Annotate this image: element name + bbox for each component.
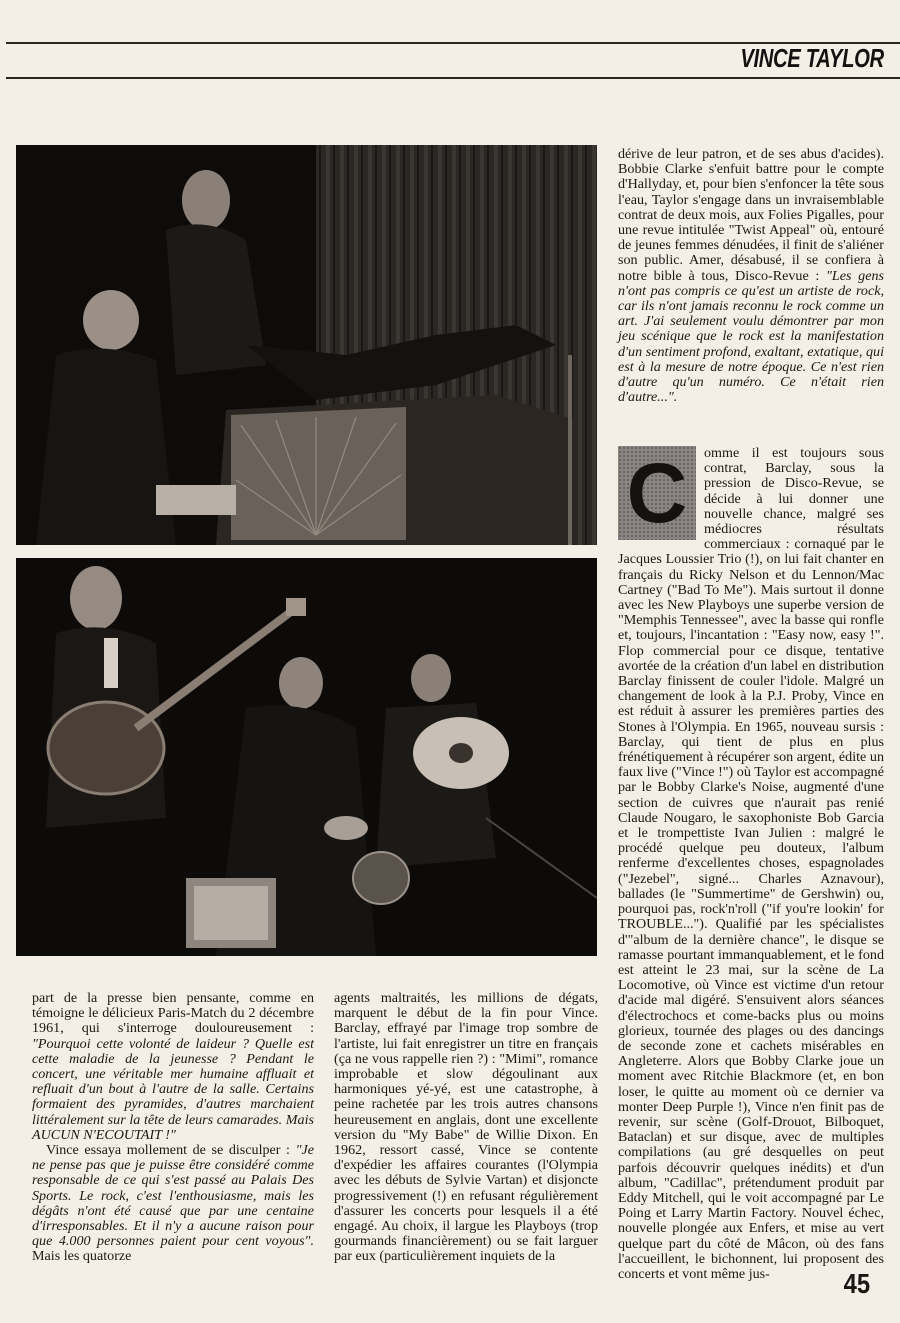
photo-band-illustration <box>16 558 597 956</box>
page-number: 45 <box>843 1268 870 1299</box>
vince-defense-intro: Vince essaya mollement de se disculper : <box>46 1142 296 1159</box>
disco-revue-quote: "Les gens n'ont pas compris ce qu'est un artiste de rock, car ils n'ont jamais reconnu le rock comme un art. J'ai seulement voulu démontrer par mon jeu scénique que le rock est la manifestation d'un sentiment profond, exaltant, extatique, qui est à la mesure de notre époque. Ce n'est rien d'autre qu'un numéro. Ce n'était rien d'autre...". <box>618 267 884 406</box>
paris-match-intro: part de la presse bien pensante, comme en témoigne le délicieux Paris-Match du 2 décembre 1961, qui s'interroge douloureusement : <box>32 990 314 1037</box>
photo-band-on-stage <box>16 558 597 956</box>
header-rule-bottom <box>6 77 900 79</box>
vince-defense-tail: Mais les quatorze <box>32 1248 132 1265</box>
bottom-middle-paragraph: agents maltraités, les millions de dégats, marquent le début de la fin pour Vince. Barclay, effrayé par l'image trop sombre de l'artiste, lui fait enregistrer un titre en français (ça ne vous rappelle rien ?) : "Mimi", romance improbable et slow dégoulinant aux harmoniques yé-yé, est une catastrophe, à peine rachetée par les trois autres chansons heureusement en anglais, dont une excellente version du "My Babe" de Willie Dixon. En 1962, ressort cassé, Vince se contente d'expédier les affaires courantes (l'Olympia avec les débuts de Sylvie Vartan) et disjoncte progressivement (!) en refusant régulièrement d'assurer les concerts pour lesquels il a été engagé. Au choix, il largue les Playboys (trop gourmands financièrement) ou se fait larguer par eux (particulièrement inquiets de la <box>334 990 598 1265</box>
column-right-bottom <box>618 446 884 1282</box>
page-header-title: VINCE TAYLOR <box>740 43 884 73</box>
vince-defense-quote: "Je ne pense pas que je puisse être considéré comme responsable de ce qui s'est passé au Palais Des Sports. Le rock, c'est l'enthousiasme, mais les dégâts n'ont été causé que par une centaine d'irresponsables. Et il n'y a aucune raison pour que 4.000 personnes paient pour cent voyous". <box>32 1142 314 1250</box>
paris-match-quote: "Pourquoi cette volonté de laideur ? Quelle est cette maladie de la jeunesse ? Pendant le concert, une véritable mer humaine affluait et refluait d'un bout à l'autre de la salle. Certains formaient des pyramides, d'autres marchaient littéralement sur la tête de leurs camarades. Mais AUCUN N'ECOUTAIT !" <box>32 1035 314 1143</box>
drop-cap <box>618 446 696 540</box>
column-bottom-middle <box>334 991 598 1265</box>
right-top-paragraph <box>618 147 884 405</box>
photo-piano-performance <box>16 145 597 545</box>
right-top-text: dérive de leur patron, et de ses abus d'acides). Bobbie Clarke s'enfuit battre pour le compte d'Hallyday, et, pour bien s'enfoncer la tête sous l'eau, Taylor s'engage dans un invraisemblable contrat de deux mois, aux Folies Pigalles, pour une revue intitulée "Twist Appeal" où, entouré de jeunes femmes dénudées, il finit de s'aliéner son public. Amer, désabusé, il se confiera à notre bible à tous, Disco-Revue : <box>618 146 884 284</box>
column-right-top <box>618 147 884 405</box>
right-bottom-paragraph: omme il est toujours sous contrat, Barclay, sous la pression de Disco-Revue, se décide à lui donner une nouvelle chance, malgré ses médiocres résultats commerciaux : cornaqué par le Jacques Loussier Trio (!), on lui fait chanter en français du Ricky Nelson et du Lennon/Mac Cartney ("Bad To Me"). Mais surtout il donne avec les New Playboys une superbe version de "Memphis Tennessee", avec la basse qui ronfle et, toujours, l'incantation : "Easy now, easy !". Flop commercial pour ce disque, tentative avortée de la création d'un label en distribution Barclay finissent de couler l'idole. Malgré un changement de look à la P.J. Proby, Vince en est réduit à assurer les premières parties des Stones à l'Olympia. En 1965, nouveau sursis : Barclay, qui tient de plus en plus frénétiquement à récupérer son argent, édite un faux live ("Vince !") où Taylor est accompagné par le Bobby Clarke's Noise, augmenté d'une section de cuivres que n'aurait pas renié Claude Nougaro, le saxophoniste Bob Garcia et le trompettiste Ivan Julien : malgré le procédé quelque peu douteux, l'album renferme d'excellentes choses, espagnolades ("Jezebel", signé... Charles Aznavour), ballades (le "Summertime" de Gershwin) ou, pourquoi pas, rock'n'roll ("if you're lookin' for TROUBLE..."). Qualifié par les spécialistes d'"album de la dernière chance", le disque se ramasse pourtant immanquablement, et le fond est atteint le 23 mai, sur la scène de La Locomotive, où Vince est victime d'un retour d'acide mal digéré. S'ensuivent alors séances d'électrochocs et come-backs plus ou moins glorieux, tournée des plages ou des dancings de seconde zone et cachets misérables en Angleterre. Alors que Bobby Clarke joue un moment avec Ritchie Blackmore (et, en bon loser, le quitte au moment où ce dernier va monter Deep Purple !), Vince n'en finit pas de revenir, sur scène (Golf-Drouot, Bilboquet, Bataclan) et sur disque, avec de multiples compilations (au gré desquelles on peut parfois découvrir quelques inédits) et d'un album, "Cadillac", prétendument produit par Eddy Mitchell, qui le voit accompagné par Le Poing et Larry Martin Factory. Nouvel échec, nouvelle plongée aux Enfers, et mise au vert quelque part du côté de Mâcon, où des fans l'accueillent, le bichonnent, lui proposent des concerts et vont même jus- <box>618 445 884 1282</box>
drop-cap-letter: C <box>626 446 688 540</box>
bottom-left-paragraph-1 <box>32 991 314 1143</box>
bottom-left-paragraph-2 <box>32 1143 314 1265</box>
column-bottom-left <box>32 991 314 1265</box>
photo-piano-illustration <box>16 145 597 545</box>
